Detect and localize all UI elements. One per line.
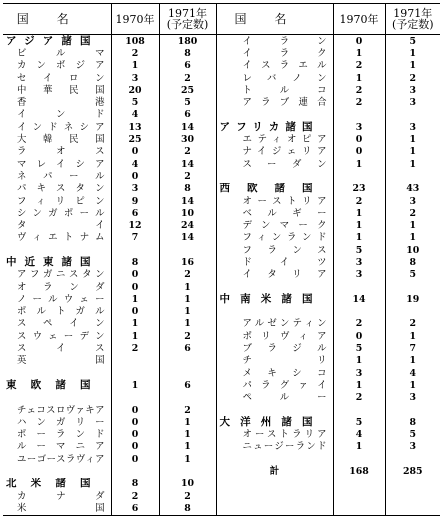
header-1971-right — [385, 4, 440, 35]
value-1970 — [333, 478, 385, 490]
value-1970: 1 — [333, 207, 385, 219]
value-1970: 0 — [333, 146, 385, 158]
value-1971-planned: 8 — [159, 502, 216, 515]
value-1970: 9 — [111, 195, 159, 207]
country-name: 大韓民国 — [3, 133, 111, 145]
table-row — [3, 293, 440, 305]
value-1971-planned: 2 — [409, 207, 417, 219]
table-row — [3, 183, 440, 195]
table-row — [3, 342, 440, 354]
country-name: チェコスロヴァキア — [3, 404, 111, 416]
value-1970: 23 — [333, 183, 385, 195]
header-1970-left: 1970年 — [111, 4, 159, 35]
table-row — [3, 158, 440, 170]
value-1970: 1 — [333, 355, 385, 367]
value-1971-planned — [385, 490, 440, 502]
country-name: オランダ — [3, 281, 111, 293]
value-1970: 3 — [333, 256, 385, 268]
value-1970 — [333, 306, 385, 318]
value-1970: 2 — [333, 392, 385, 404]
value-1971-planned: 19 — [406, 293, 420, 305]
country-name: スイス — [3, 342, 111, 354]
country-name — [216, 490, 333, 502]
region-name: 大洋州諸国 — [216, 416, 333, 428]
value-1971-planned: 1 — [159, 453, 216, 465]
value-1970: 0 — [111, 146, 159, 158]
value-1970: 5 — [333, 416, 385, 428]
value-1971-planned: 3 — [409, 392, 417, 404]
value-1970: 1 — [333, 158, 385, 170]
country-name — [3, 392, 111, 404]
country-name: セイロン — [3, 72, 111, 84]
value-1971-planned: 2 — [159, 72, 216, 84]
value-1971-planned: 1 — [159, 281, 216, 293]
value-1970: 0 — [333, 330, 385, 342]
value-1970 — [333, 490, 385, 502]
header-country-left: 国名 — [3, 4, 111, 35]
header-1971-planned: (予定数) — [391, 18, 434, 31]
value-1971-planned: 1 — [409, 158, 417, 170]
value-1970: 0 — [111, 453, 159, 465]
value-1970: 0 — [111, 404, 159, 416]
value-1971-planned: 3 — [409, 441, 417, 453]
table-row — [3, 490, 440, 502]
table-row — [3, 244, 440, 256]
value-1970 — [111, 465, 159, 477]
country-name: ラオス — [3, 146, 111, 158]
value-1970: 2 — [333, 84, 385, 96]
value-1970: 7 — [111, 232, 159, 244]
value-1971-planned: 1 — [409, 220, 417, 232]
table-row — [3, 47, 440, 59]
value-1971-planned: 285 — [402, 466, 423, 478]
value-1970: 5 — [111, 96, 159, 108]
value-1971-planned: 8 — [159, 47, 216, 59]
value-1970: 1 — [333, 219, 385, 231]
country-name: イスラエル — [216, 60, 333, 72]
region-name: 東欧諸国 — [3, 379, 111, 391]
value-1970: 1 — [333, 379, 385, 391]
value-1971-planned: 2 — [159, 330, 216, 342]
country-name: インド — [3, 109, 111, 121]
country-name — [3, 367, 111, 379]
value-1971-planned — [159, 465, 216, 477]
value-1971-planned: 3 — [409, 195, 417, 207]
country-name: スーダン — [216, 158, 333, 170]
region-name: アフリカ諸国 — [216, 121, 333, 133]
country-name: メキシコ — [216, 367, 333, 379]
value-1971-planned — [385, 109, 440, 121]
value-1971-planned: 14 — [159, 232, 216, 244]
value-1971-planned: 2 — [159, 170, 216, 182]
country-name: カナダ — [3, 490, 111, 502]
value-1970: 1 — [333, 232, 385, 244]
table-row — [3, 478, 440, 490]
value-1971-planned: 2 — [159, 490, 216, 502]
value-1970: 1 — [111, 318, 159, 330]
country-name: ポーランド — [3, 429, 111, 441]
country-name: ボリヴィア — [216, 330, 333, 342]
value-1970: 3 — [333, 121, 385, 133]
value-1970: 108 — [111, 35, 159, 48]
value-1970: 2 — [333, 318, 385, 330]
value-1970: 2 — [111, 47, 159, 59]
value-1971-planned — [385, 502, 440, 515]
value-1970: 0 — [333, 133, 385, 145]
value-1970 — [333, 281, 385, 293]
country-name: 中華民国 — [3, 84, 111, 96]
country-name: ノールウェー — [3, 293, 111, 305]
value-1971-planned: 5 — [409, 429, 417, 441]
value-1970: 6 — [111, 502, 159, 515]
value-1971-planned: 2 — [409, 318, 417, 330]
country-name — [216, 404, 333, 416]
value-1971-planned — [159, 392, 216, 404]
country-name: ルーマニア — [3, 441, 111, 453]
value-1971-planned: 6 — [159, 379, 216, 391]
value-1970: 168 — [333, 465, 385, 477]
region-name: 北米諸国 — [3, 478, 111, 490]
value-1970: 1 — [111, 379, 159, 391]
value-1970: 0 — [333, 35, 385, 48]
value-1971-planned — [385, 478, 440, 490]
region-name: 中近東諸国 — [3, 256, 111, 268]
table-row — [3, 392, 440, 404]
country-name: シンガポール — [3, 207, 111, 219]
value-1970 — [333, 502, 385, 515]
value-1971-planned: 3 — [409, 97, 417, 109]
value-1971-planned: 2 — [409, 72, 417, 84]
country-name — [3, 465, 111, 477]
country-name: 英国 — [3, 355, 111, 367]
value-1970: 0 — [111, 269, 159, 281]
value-1971-planned — [385, 306, 440, 318]
table-body — [3, 35, 440, 516]
table-row — [3, 441, 440, 453]
value-1970: 12 — [111, 219, 159, 231]
value-1970: 20 — [111, 84, 159, 96]
country-name: ベルギー — [216, 207, 333, 219]
value-1970: 5 — [333, 244, 385, 256]
value-1970: 3 — [333, 269, 385, 281]
value-1971-planned — [385, 281, 440, 293]
table-row — [3, 133, 440, 145]
header-country-right: 国名 — [216, 4, 333, 35]
country-name — [216, 478, 333, 490]
value-1970: 2 — [111, 490, 159, 502]
value-1971-planned: 8 — [409, 416, 417, 428]
value-1970: 2 — [333, 60, 385, 72]
country-name: ポルトガル — [3, 306, 111, 318]
value-1971-planned — [385, 404, 440, 416]
country-name: イラン — [216, 35, 333, 48]
value-1970: 1 — [111, 60, 159, 72]
country-name — [216, 281, 333, 293]
country-name: オーストラリア — [216, 429, 333, 441]
table-row — [3, 35, 440, 48]
value-1971-planned: 1 — [409, 47, 417, 59]
value-1970: 1 — [111, 330, 159, 342]
value-1970: 3 — [111, 72, 159, 84]
country-name: カンボジア — [3, 60, 111, 72]
country-name: パラグァイ — [216, 379, 333, 391]
value-1970: 3 — [333, 367, 385, 379]
value-1970 — [333, 453, 385, 465]
value-1971-planned: 6 — [159, 60, 216, 72]
table-row — [3, 281, 440, 293]
value-1971-planned: 1 — [159, 429, 216, 441]
value-1971-planned: 1 — [409, 60, 417, 72]
value-1971-planned — [159, 367, 216, 379]
table-row — [3, 404, 440, 416]
value-1970 — [111, 355, 159, 367]
country-name: タイ — [3, 219, 111, 231]
value-1971-planned: 2 — [159, 146, 216, 158]
value-1970: 4 — [111, 109, 159, 121]
value-1971-planned: 5 — [409, 269, 417, 281]
value-1971-planned: 1 — [159, 416, 216, 428]
country-name: フランス — [216, 244, 333, 256]
country-name: ブラジル — [216, 342, 333, 354]
value-1971-planned: 25 — [159, 84, 216, 96]
table-row — [3, 84, 440, 96]
country-name — [3, 244, 111, 256]
value-1970: 25 — [111, 133, 159, 145]
value-1970: 0 — [111, 441, 159, 453]
country-name: イラク — [216, 47, 333, 59]
value-1970 — [333, 170, 385, 182]
country-name — [216, 109, 333, 121]
table-row — [3, 170, 440, 182]
value-1971-planned: 3 — [409, 121, 417, 133]
value-1970: 1 — [111, 293, 159, 305]
value-1971-planned — [159, 355, 216, 367]
table-row — [3, 306, 440, 318]
value-1970: 13 — [111, 121, 159, 133]
table-row — [3, 121, 440, 133]
country-name: ビルマ — [3, 47, 111, 59]
value-1971-planned: 8 — [409, 256, 417, 268]
region-name: 中南米諸国 — [216, 293, 333, 305]
table-row — [3, 256, 440, 268]
value-1970: 3 — [111, 183, 159, 195]
value-1971-planned: 1 — [159, 318, 216, 330]
value-1971-planned — [385, 453, 440, 465]
table-row — [3, 429, 440, 441]
country-name: アラブ連合 — [216, 96, 333, 108]
value-1970: 0 — [111, 306, 159, 318]
value-1971-planned: 4 — [409, 367, 417, 379]
value-1971-planned — [385, 170, 440, 182]
header-1971-planned: (予定数) — [166, 18, 209, 31]
country-name — [216, 453, 333, 465]
value-1970: 5 — [333, 342, 385, 354]
country-name — [216, 306, 333, 318]
value-1971-planned: 2 — [159, 404, 216, 416]
country-name: フィリピン — [3, 195, 111, 207]
region-name: アジア諸国 — [3, 35, 111, 48]
country-name: フィンランド — [216, 232, 333, 244]
value-1970 — [111, 392, 159, 404]
country-name: レバノン — [216, 72, 333, 84]
statistics-table — [3, 3, 440, 516]
value-1971-planned: 180 — [159, 35, 216, 48]
value-1970: 2 — [333, 96, 385, 108]
table-row — [3, 465, 440, 477]
value-1971-planned — [159, 244, 216, 256]
value-1971-planned: 3 — [409, 84, 417, 96]
header-row — [3, 4, 440, 35]
value-1971-planned: 10 — [406, 244, 420, 256]
value-1970 — [111, 367, 159, 379]
country-name: ナイジェリア — [216, 146, 333, 158]
value-1971-planned: 1 — [409, 232, 417, 244]
value-1971-planned: 10 — [159, 478, 216, 490]
value-1970 — [333, 404, 385, 416]
value-1970: 0 — [111, 281, 159, 293]
table-row — [3, 146, 440, 158]
value-1971-planned: 1 — [409, 379, 417, 391]
value-1971-planned: 1 — [159, 441, 216, 453]
country-name: ペルー — [216, 392, 333, 404]
table-row — [3, 109, 440, 121]
header-1971-year: 1971年 — [168, 7, 207, 20]
country-name — [216, 502, 333, 515]
value-1971-planned: 30 — [159, 133, 216, 145]
country-name: スウェーデン — [3, 330, 111, 342]
country-name: アフガニスタン — [3, 269, 111, 281]
country-name: 香港 — [3, 96, 111, 108]
country-name: ユーゴースラヴィア — [3, 453, 111, 465]
country-name: イタリア — [216, 269, 333, 281]
value-1971-planned: 14 — [159, 158, 216, 170]
table-row — [3, 207, 440, 219]
value-1971-planned: 2 — [159, 269, 216, 281]
value-1970: 0 — [111, 429, 159, 441]
value-1971-planned: 16 — [159, 256, 216, 268]
value-1971-planned: 1 — [409, 134, 417, 146]
table-row — [3, 96, 440, 108]
value-1971-planned: 24 — [159, 219, 216, 231]
value-1970 — [333, 109, 385, 121]
value-1971-planned: 1 — [409, 330, 417, 342]
value-1970 — [111, 244, 159, 256]
country-name: スペイン — [3, 318, 111, 330]
value-1971-planned: 1 — [409, 146, 417, 158]
value-1971-planned: 14 — [159, 121, 216, 133]
value-1971-planned: 5 — [409, 35, 417, 47]
value-1970: 1 — [333, 441, 385, 453]
country-name: ヴィエトナム — [3, 232, 111, 244]
country-name: デンマーク — [216, 219, 333, 231]
table-row — [3, 318, 440, 330]
value-1970: 2 — [111, 342, 159, 354]
value-1970: 6 — [111, 207, 159, 219]
value-1971-planned: 6 — [159, 342, 216, 354]
country-name: ハンガリー — [3, 416, 111, 428]
header-1971-left — [159, 4, 216, 35]
header-1970-right: 1970年 — [333, 4, 385, 35]
table-row — [3, 330, 440, 342]
table-row — [3, 219, 440, 231]
country-name: ニュージーランド — [216, 441, 333, 453]
value-1971-planned: 8 — [159, 183, 216, 195]
table-row — [3, 453, 440, 465]
value-1971-planned: 1 — [159, 306, 216, 318]
table-row — [3, 502, 440, 515]
country-name: パキスタン — [3, 183, 111, 195]
value-1971-planned: 14 — [159, 195, 216, 207]
country-name: ネパール — [3, 170, 111, 182]
table-row — [3, 72, 440, 84]
value-1970: 1 — [333, 47, 385, 59]
value-1970: 0 — [111, 416, 159, 428]
country-name: オーストリア — [216, 195, 333, 207]
value-1970: 14 — [333, 293, 385, 305]
value-1970: 0 — [111, 170, 159, 182]
country-name: インドネシア — [3, 121, 111, 133]
country-name: ドイツ — [216, 256, 333, 268]
country-name: マレイシア — [3, 158, 111, 170]
value-1970: 8 — [111, 478, 159, 490]
value-1971-planned: 6 — [159, 109, 216, 121]
value-1970: 4 — [333, 429, 385, 441]
table-row — [3, 232, 440, 244]
header-1971-year: 1971年 — [393, 7, 433, 20]
value-1971-planned: 1 — [409, 355, 417, 367]
value-1970: 1 — [333, 72, 385, 84]
table-row — [3, 416, 440, 428]
country-name: エティオピア — [216, 133, 333, 145]
country-name: アルゼンティン — [216, 318, 333, 330]
region-name: 西欧諸国 — [216, 183, 333, 195]
value-1970: 4 — [111, 158, 159, 170]
country-name — [216, 170, 333, 182]
value-1970: 8 — [111, 256, 159, 268]
value-1971-planned: 10 — [159, 207, 216, 219]
value-1971-planned: 43 — [406, 183, 420, 195]
total-label: 計 — [216, 465, 333, 477]
value-1971-planned: 1 — [159, 293, 216, 305]
table-row — [3, 195, 440, 207]
table-row — [3, 367, 440, 379]
value-1971-planned: 7 — [409, 343, 417, 355]
value-1971-planned: 5 — [159, 96, 216, 108]
table-row — [3, 60, 440, 72]
value-1970: 2 — [333, 195, 385, 207]
table-row — [3, 355, 440, 367]
country-name: 米国 — [3, 502, 111, 515]
country-name: チリ — [216, 355, 333, 367]
table-row — [3, 379, 440, 391]
country-name: トルコ — [216, 84, 333, 96]
table-row — [3, 269, 440, 281]
